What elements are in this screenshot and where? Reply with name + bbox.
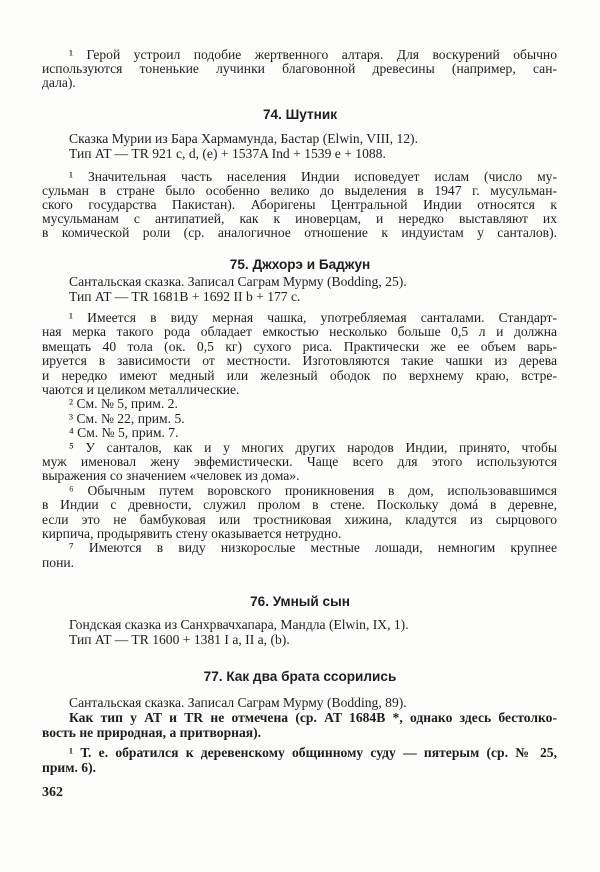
footnote-line: пони. bbox=[42, 555, 75, 570]
source-line: Тип AT — TR 921 c, d, (e) + 1537A Ind + 1539 e + 1088. bbox=[69, 146, 386, 161]
section-heading: 76. Умный сын bbox=[250, 594, 350, 609]
footnote-line: прим. 6). bbox=[42, 760, 97, 775]
footnote-line: ная мерка такого рода обладает емкостью несколько больше 0,5 л и должна bbox=[42, 324, 557, 339]
footnote-line: чаются и целиком металлические. bbox=[42, 382, 240, 397]
source-line: Гондская сказка из Санхрвачхапара, Мандла (Elwin, IX, 1). bbox=[69, 617, 409, 632]
footnote-line: ¹ Герой устроил подобие жертвенного алтаря. Для воскурений обычно bbox=[69, 47, 557, 62]
footnote-line: ⁷ Имеются в виду низкорослые местные лошади, немногим крупнее bbox=[69, 540, 557, 555]
footnote-line: в комической роли (ср. аналогичное отношение к индуистам у санталов). bbox=[42, 225, 557, 240]
footnote-line: в Индии с древности, служил пролом в стене. Поскольку домá в деревне, bbox=[42, 497, 557, 512]
footnote-line: ⁶ Обычным путем воровского проникновения в дом, использовавшимся bbox=[69, 483, 557, 498]
source-line: Сантальская сказка. Записал Саграм Мурму (Bodding, 89). bbox=[69, 695, 407, 710]
footnote-line: муж именовал жену эвфемистически. Чаще всего для этого используются bbox=[42, 454, 557, 469]
footnote-line: кирпича, продырявить стену оказывается нетрудно. bbox=[42, 526, 342, 541]
footnote-line: ¹ Значительная часть населения Индии исповедует ислам (число му- bbox=[69, 169, 557, 184]
page-number: 362 bbox=[42, 785, 63, 800]
source-line: Сказка Мурии из Бара Хармамунда, Бастар (Elwin, VIII, 12). bbox=[69, 131, 418, 146]
footnote-line: мусульманам с антипатией, как к иноверцам, и нередко выставляют их bbox=[42, 211, 557, 226]
footnote-line: ского государства Пакистан). Аборигены Центральной Индии относятся к bbox=[42, 197, 557, 212]
footnote-line: ⁴ См. № 5, прим. 7. bbox=[69, 425, 179, 440]
source-line: вость не природная, а притворная). bbox=[42, 725, 262, 740]
footnote-line: ³ См. № 22, прим. 5. bbox=[69, 411, 185, 426]
footnote-line: ируется в зависимости от местности. Изготовляются такие чашки из дерева bbox=[42, 353, 557, 368]
source-line: Как тип у AT и TR не отмечена (ср. AT 1684B *, однако здесь бестолко- bbox=[69, 710, 557, 725]
footnote-line: если это не бамбуковая или тростниковая хижина, кладутся из сырцового bbox=[42, 512, 557, 527]
footnote-line: используются тоненькие лучинки благовонной древесины (например, сан- bbox=[42, 61, 557, 76]
section-heading: 75. Джхорэ и Баджун bbox=[229, 257, 371, 272]
footnote-line: ⁵ У санталов, как и у многих других народов Индии, принято, чтобы bbox=[69, 440, 557, 455]
footnote-line: ¹ Т. е. обратился к деревенскому общинному суду — пятерым (ср. № 25, bbox=[69, 745, 557, 760]
footnote-line: сульман в стране было особенно велико до выделения в 1947 г. мусульман- bbox=[42, 183, 557, 198]
footnote-line: и нередко имеют медный или железный ободок по верхнему краю, встре- bbox=[42, 368, 557, 383]
footnote-line: ¹ Имеется в виду мерная чашка, употребляемая санталами. Стандарт- bbox=[69, 310, 557, 325]
section-heading: 74. Шутник bbox=[262, 107, 338, 122]
footnote-line: дала). bbox=[42, 75, 76, 90]
section-heading: 77. Как два брата ссорились bbox=[203, 669, 397, 684]
footnote-line: ² См. № 5, прим. 2. bbox=[69, 396, 178, 411]
source-line: Тип AT — TR 1600 + 1381 I a, II a, (b). bbox=[69, 632, 290, 647]
footnote-line: выражения со значением «человек из дома». bbox=[42, 468, 300, 483]
source-line: Сантальская сказка. Записал Саграм Мурму (Bodding, 25). bbox=[69, 274, 407, 289]
footnote-line: вмещать 40 тола (ок. 0,5 кг) сухого риса. Практически же ее объем варь- bbox=[42, 339, 557, 354]
source-line: Тип AT — TR 1681B + 1692 II b + 177 c. bbox=[69, 289, 301, 304]
